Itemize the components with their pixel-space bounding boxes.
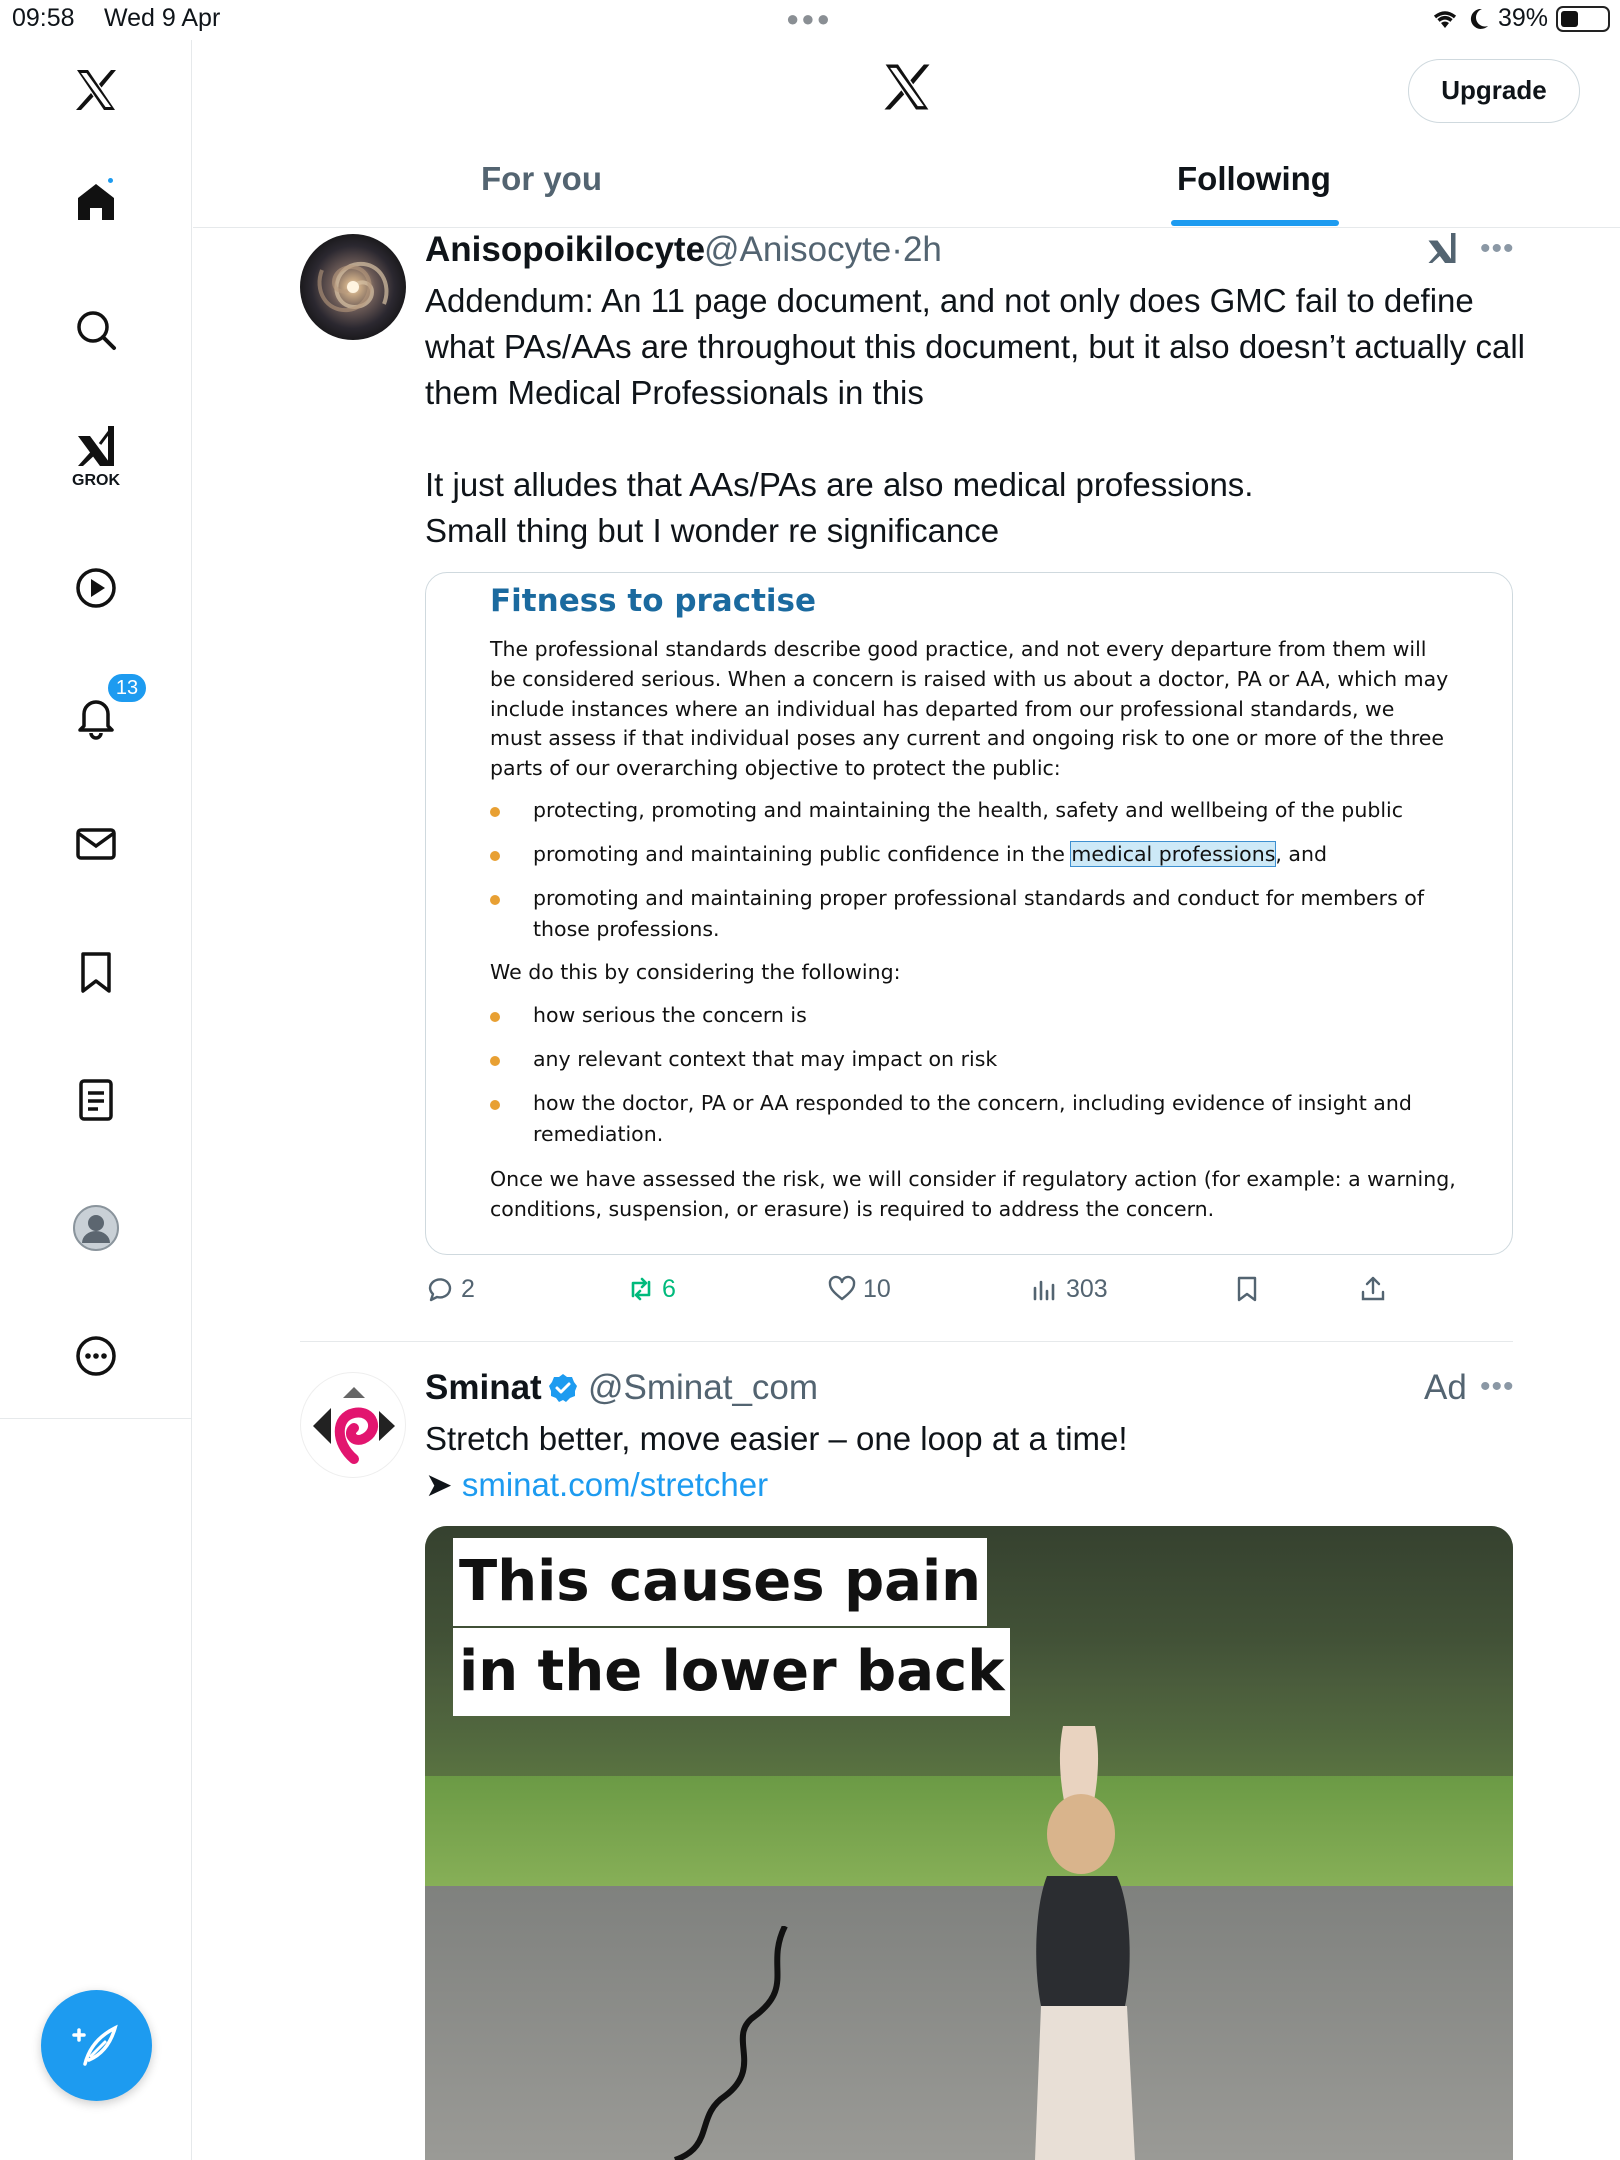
more-options-icon[interactable]: •••: [1480, 1370, 1515, 1403]
home-new-dot: [108, 178, 113, 183]
like-count: 10: [863, 1274, 891, 1303]
ad-video[interactable]: [425, 1526, 1513, 2160]
reply-count: 2: [461, 1274, 475, 1303]
status-date: Wed 9 Apr: [104, 4, 221, 32]
repost-count: 6: [662, 1274, 676, 1303]
document-intro: The professional standards describe good practice, and not every departure from them will be considered serious. When a concern is raised with us about a doctor, PA or AA, which may include instances where an individual has departed from our professional standards, we must assess if that individual poses any current and ongoing risk to one or more of the three parts of our overarching objective to protect the public:: [490, 637, 1449, 781]
x-logo-button[interactable]: [56, 50, 136, 130]
author-handle[interactable]: @Anisocyte: [704, 230, 892, 269]
tab-following[interactable]: Following: [1177, 160, 1331, 197]
avatar[interactable]: [300, 1372, 406, 1478]
more-icon: [72, 1332, 120, 1380]
ad-label: Ad: [1424, 1368, 1467, 1407]
author-name[interactable]: Anisopoikilocyte: [425, 230, 706, 269]
sidebar-item-messages[interactable]: [56, 804, 136, 884]
list-icon: [72, 1076, 120, 1124]
mail-icon: [72, 820, 120, 868]
sidebar-item-notifications[interactable]: [56, 676, 139, 756]
avatar-icon: [72, 1204, 120, 1252]
video-caption: in the lower back: [453, 1628, 1010, 1716]
reply-icon: [425, 1274, 455, 1304]
bookmark-icon: [72, 948, 120, 996]
stretch-band-image: [655, 1926, 805, 2160]
arrow-icon: ➤: [425, 1466, 462, 1503]
sidebar-item-label: GROK: [72, 472, 120, 489]
grok-icon[interactable]: [1424, 230, 1460, 266]
like-button[interactable]: [827, 1274, 891, 1304]
handle-separator: ·: [891, 230, 903, 269]
views-chart-icon: [1030, 1274, 1060, 1304]
sidebar-item-more[interactable]: [56, 1316, 136, 1396]
list-item: how the doctor, PA or AA responded to the concern, including evidence of insight and remediation.: [490, 1088, 1470, 1150]
sidebar-item-home[interactable]: [56, 162, 136, 242]
tweet-divider: [300, 1341, 1513, 1342]
sidebar-item-explore[interactable]: [56, 290, 136, 370]
heart-icon: [827, 1274, 857, 1304]
multitasking-dots-icon[interactable]: ●●●: [786, 6, 832, 31]
views-count: 303: [1066, 1274, 1108, 1303]
sidebar-item-lists[interactable]: [56, 1060, 136, 1140]
galaxy-image: [300, 234, 406, 340]
document-title: Fitness to practise: [490, 583, 817, 619]
battery-icon: [1556, 6, 1610, 32]
sidebar-item-grok[interactable]: [56, 416, 136, 496]
x-logo-icon[interactable]: [880, 60, 934, 114]
sidebar-item-bookmarks[interactable]: [56, 932, 136, 1012]
list-item: promoting and maintaining proper professional standards and conduct for members of those professions.: [490, 883, 1470, 945]
grok-icon: [72, 422, 120, 470]
sidebar-border: [191, 1420, 192, 2160]
list-item: protecting, promoting and maintaining the health, safety and wellbeing of the public: [490, 795, 1470, 826]
status-bar: [0, 0, 1620, 40]
home-icon: [72, 178, 120, 226]
share-button[interactable]: [1358, 1274, 1388, 1304]
author-handle-time[interactable]: [704, 230, 942, 270]
video-person-image: [965, 1716, 1195, 2160]
tab-for-you[interactable]: For you: [481, 160, 602, 197]
list-item: promoting and maintaining public confidence in the medical professions, and: [490, 839, 1470, 870]
upgrade-button[interactable]: Upgrade: [1408, 59, 1580, 123]
wifi-icon: [1430, 7, 1460, 31]
compose-button[interactable]: [41, 1990, 152, 2101]
views-button[interactable]: [1030, 1274, 1108, 1304]
share-icon: [1358, 1274, 1388, 1304]
sidebar-item-video[interactable]: [56, 548, 136, 628]
x-logo-icon: [72, 66, 120, 114]
header-divider: [193, 227, 1620, 228]
battery-percent: 39%: [1497, 4, 1548, 32]
attached-document-image[interactable]: [425, 572, 1513, 1255]
reply-button[interactable]: [425, 1274, 475, 1304]
author-handle[interactable]: @Sminat_com: [588, 1368, 819, 1407]
document-paragraph: We do this by considering the following:: [490, 960, 901, 984]
tweet-link-line: [425, 1462, 768, 1508]
sidebar-item-profile[interactable]: [56, 1188, 136, 1268]
status-time: 09:58: [12, 4, 75, 32]
tweet-text: Stretch better, move easier – one loop at a time!: [425, 1420, 1128, 1457]
search-icon: [72, 306, 120, 354]
bookmark-button[interactable]: [1232, 1274, 1262, 1304]
list-item: any relevant context that may impact on risk: [490, 1044, 1470, 1075]
ad-link[interactable]: sminat.com/stretcher: [461, 1466, 769, 1503]
play-icon: [72, 564, 120, 612]
sidebar-divider: [0, 1418, 192, 1419]
post-time[interactable]: 2h: [902, 230, 942, 269]
avatar[interactable]: [300, 234, 406, 340]
highlighted-text: medical professions: [1071, 842, 1276, 866]
more-options-icon[interactable]: •••: [1480, 232, 1515, 265]
list-item: how serious the concern is: [490, 1000, 1470, 1031]
tweet-text: Addendum: An 11 page document, and not only does GMC fail to define what PAs/AAs are throughout this document, but it also doesn’t actually call them Medical Professionals in this It just alludes that AAs/PAs are also medical professions. Small thing but I wonder re significance: [425, 282, 1525, 549]
video-caption: This causes pain: [453, 1538, 987, 1626]
repost-icon: [626, 1274, 656, 1304]
sminat-logo-icon: [301, 1373, 406, 1478]
moon-icon: [1468, 7, 1490, 31]
active-tab-indicator: [1171, 220, 1339, 226]
repost-button[interactable]: [626, 1274, 676, 1304]
verified-badge-icon: [547, 1372, 579, 1404]
compose-feather-icon: [71, 2020, 123, 2072]
bookmark-icon: [1232, 1274, 1262, 1304]
document-paragraph: Once we have assessed the risk, we will consider if regulatory action (for example: a warning, conditions, suspension, or erasure) is required to address the concern.: [490, 1167, 1456, 1221]
notification-badge: 13: [106, 672, 148, 704]
author-name[interactable]: Sminat: [425, 1368, 542, 1407]
